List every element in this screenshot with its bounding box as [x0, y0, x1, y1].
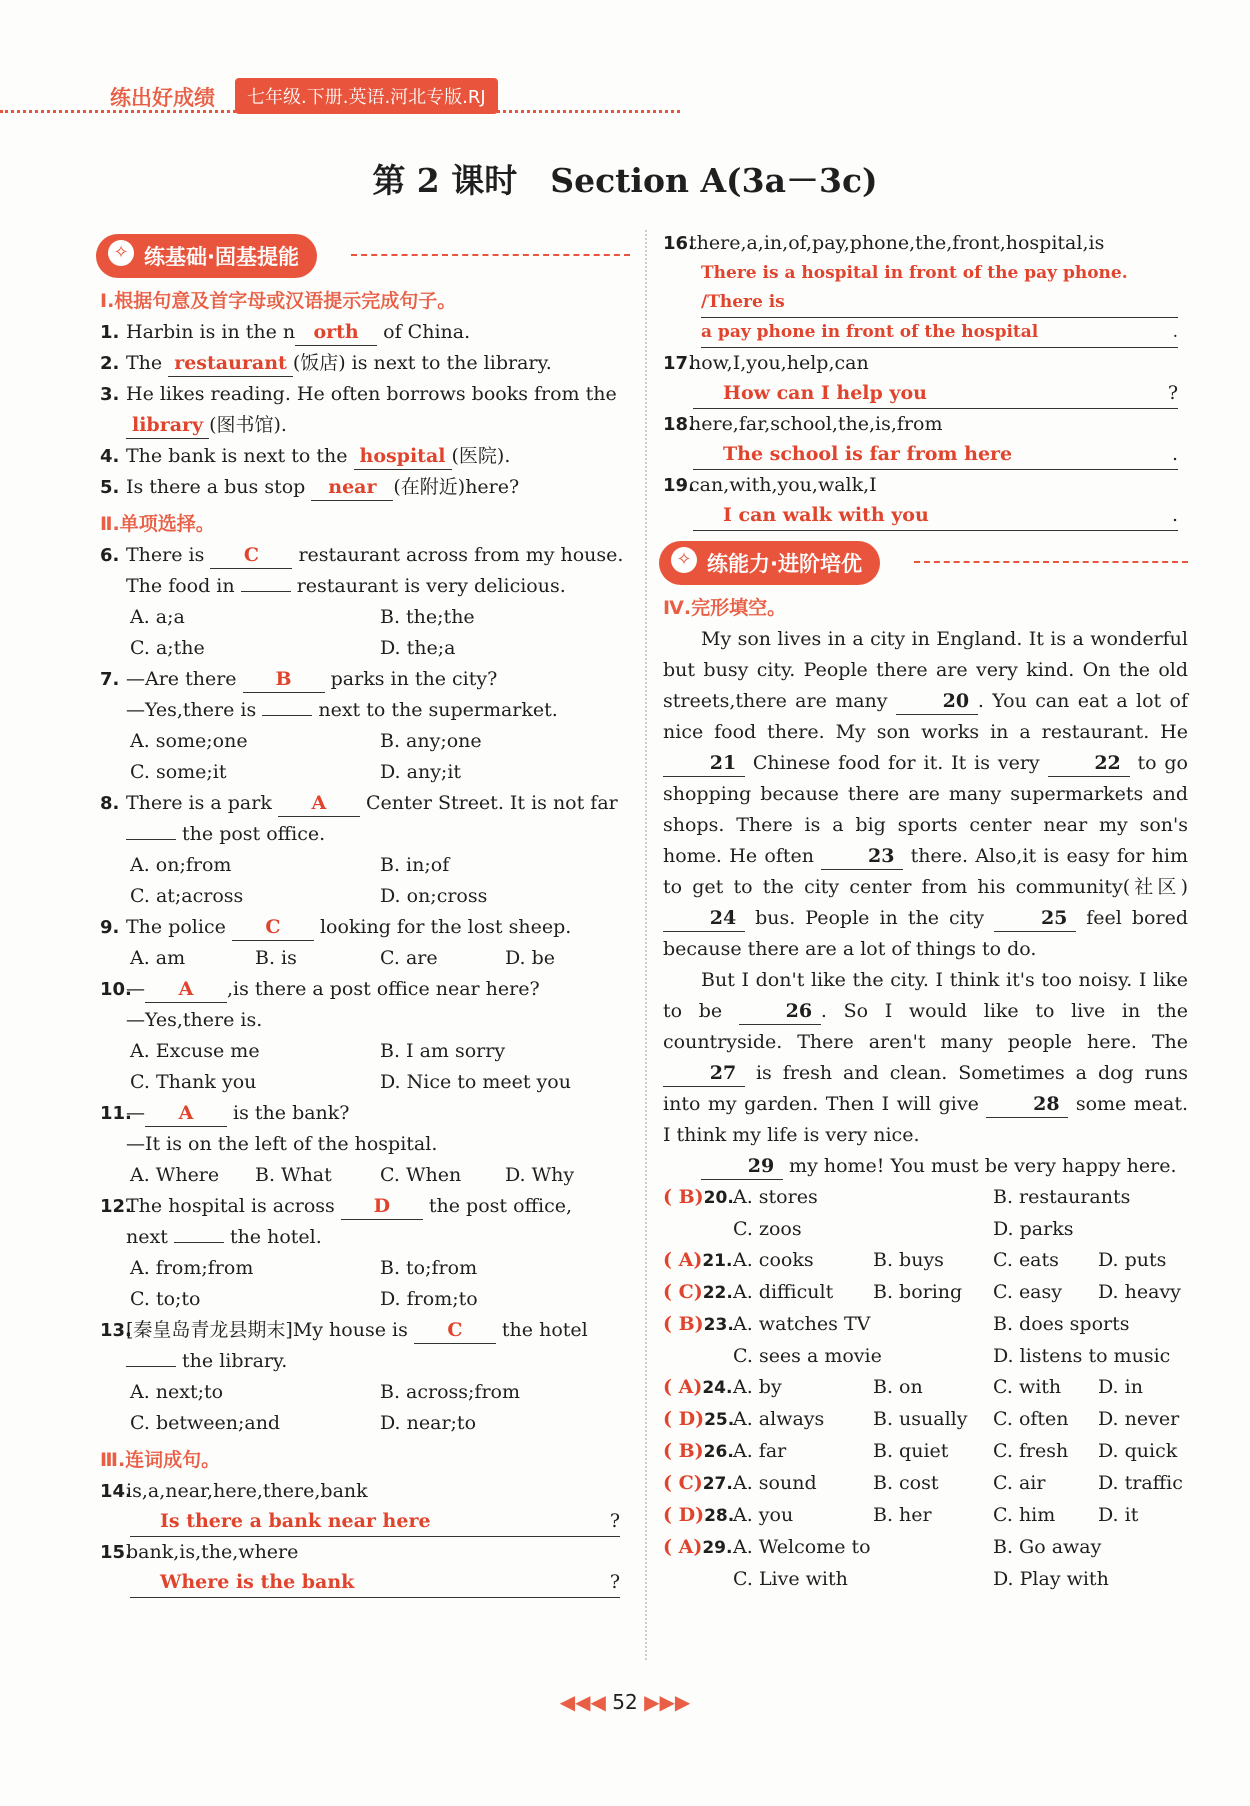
- choice-row: [663, 1309, 1188, 1372]
- end-punct: ?: [609, 1571, 620, 1593]
- word-list: bank,is,the,where: [126, 1541, 299, 1563]
- answer: C: [210, 543, 292, 569]
- option: C. often: [993, 1408, 1069, 1430]
- answer: Where is the bank: [160, 1571, 355, 1593]
- options: [100, 850, 630, 912]
- choice-row: [663, 1404, 1188, 1436]
- answer: library: [126, 413, 209, 439]
- option: C. eats: [993, 1249, 1059, 1271]
- cloze-text: But I don't like the city. I think it's too noisy. I like to be: [663, 969, 1188, 1022]
- option: A. difficult: [733, 1281, 834, 1303]
- choice-number: 27.: [702, 1474, 733, 1494]
- options: [100, 943, 630, 974]
- choice-number: 25.: [704, 1410, 735, 1430]
- option: D. Why: [505, 1164, 575, 1186]
- question-text: the post office,: [428, 1195, 573, 1217]
- question-text: He likes reading. He often borrows books from the: [126, 383, 617, 405]
- option: B. restaurants: [993, 1186, 1131, 1208]
- choice-row: [663, 1468, 1188, 1500]
- cloze-text: feel bored because there are a lot of things to do.: [663, 907, 1188, 960]
- question-text: the post office.: [182, 823, 326, 845]
- choice-key: ( A): [663, 1376, 703, 1398]
- choice-head: [663, 1372, 733, 1404]
- choice-key: ( B): [663, 1440, 704, 1462]
- choice-head: [663, 1277, 733, 1309]
- option: A. a;a: [130, 606, 185, 628]
- option: D. listens to music: [993, 1345, 1171, 1367]
- question-12: [100, 1191, 630, 1253]
- answer: The school is far from here: [723, 443, 1013, 465]
- question-number: 8.: [100, 793, 120, 814]
- answer: orth: [295, 320, 377, 346]
- option: D. never: [1098, 1408, 1180, 1430]
- cloze-text: is fresh and clean. Sometimes a dog runs into my garden. Then I will give: [663, 1062, 1188, 1115]
- question-number: 15.: [100, 1542, 132, 1563]
- cloze-text: some meat. I think my life is very nice.: [663, 1093, 1188, 1146]
- option: D. traffic: [1098, 1472, 1183, 1494]
- option: D. heavy: [1098, 1281, 1181, 1303]
- choice-key: ( C): [663, 1281, 703, 1303]
- question-text: (图书馆).: [209, 414, 287, 436]
- end-punct: ?: [1167, 382, 1178, 404]
- options: [100, 1253, 630, 1315]
- choice-number: 28.: [704, 1506, 735, 1526]
- question-11: [100, 1098, 630, 1160]
- cloze-text: there. Also,it is easy for him to get to the city center from his community(社区): [663, 845, 1188, 898]
- option: D. the;a: [380, 637, 456, 659]
- question-text: next to the supermarket.: [318, 699, 558, 721]
- option: B. usually: [873, 1408, 968, 1430]
- question-text: restaurant across from my house. The food in: [126, 544, 624, 597]
- end-punct: .: [1172, 322, 1178, 342]
- answer: C: [414, 1318, 496, 1344]
- next-arrows-icon: ▶▶▶: [644, 1690, 691, 1714]
- question-text: parks in the city?: [330, 668, 498, 690]
- cloze-paragraph: [663, 1151, 1188, 1182]
- question-text: the library.: [182, 1350, 288, 1372]
- section-heading: Ⅲ.连词成句。: [100, 1449, 221, 1471]
- answer-line: [693, 440, 1178, 470]
- option: C. Thank you: [130, 1071, 257, 1093]
- option: D. Play with: [993, 1568, 1109, 1590]
- question-text: —Are there: [126, 668, 237, 690]
- question-text: Center Street. It is not far: [365, 792, 618, 814]
- option: B. boring: [873, 1281, 963, 1303]
- option: B. buys: [873, 1249, 944, 1271]
- question-17: [663, 348, 1188, 379]
- question-number: 5.: [100, 477, 120, 498]
- option: D. quick: [1098, 1440, 1178, 1462]
- question-text: restaurant is very delicious.: [296, 575, 566, 597]
- question-text: —It is on the left of the hospital.: [126, 1133, 438, 1155]
- choice-head: [663, 1182, 733, 1214]
- question-number: 4.: [100, 446, 120, 467]
- choice-head: [663, 1532, 733, 1564]
- question-text: There is: [126, 544, 205, 566]
- choice-key: ( A): [663, 1536, 703, 1558]
- banner-label: 练能力·进阶培优: [707, 552, 862, 576]
- option: A. by: [733, 1376, 782, 1398]
- cloze-text: My son lives in a city in England. It is a wonderful but busy city. People there are very kind. On the old streets,there are many: [663, 628, 1188, 712]
- option: A. Excuse me: [130, 1040, 260, 1062]
- banner-label: 练基础·固基提能: [144, 245, 299, 269]
- cloze-blank: 27: [663, 1061, 745, 1087]
- answer: B: [243, 667, 325, 693]
- answer-line: [701, 318, 1178, 348]
- question-number: 7.: [100, 669, 120, 690]
- section-heading: Ⅳ.完形填空。: [663, 597, 787, 619]
- question-number: 16.: [663, 233, 695, 254]
- option: C. between;and: [130, 1412, 281, 1434]
- cloze-text: . So I would like to live in the countryside. There aren't many people here. The: [663, 1000, 1188, 1053]
- header-divider: [0, 110, 680, 113]
- choice-head: [663, 1436, 733, 1468]
- option: B. her: [873, 1504, 932, 1526]
- choice-row: [663, 1500, 1188, 1532]
- option: D. any;it: [380, 761, 462, 783]
- option: C. fresh: [993, 1440, 1069, 1462]
- cloze-blank: 26: [739, 999, 821, 1025]
- book-tag: 七年级.下册.英语.河北专版.RJ: [235, 78, 498, 114]
- question-text: Harbin is in the n: [126, 321, 296, 343]
- option: A. watches TV: [733, 1313, 871, 1335]
- answer-line: [693, 379, 1178, 409]
- question-text: —: [126, 978, 145, 1000]
- question-15: [100, 1537, 630, 1568]
- section-heading: Ⅱ.单项选择。: [100, 513, 215, 535]
- option: B. Go away: [993, 1536, 1102, 1558]
- answer: a pay phone in front of the hospital: [701, 322, 1039, 342]
- prev-arrows-icon: ◀◀◀: [559, 1690, 606, 1714]
- question-text: The police: [126, 916, 226, 938]
- cloze-blank: 28: [986, 1092, 1068, 1118]
- option: C. some;it: [130, 761, 227, 783]
- question-2: [100, 348, 630, 379]
- choice-row: [663, 1532, 1188, 1595]
- answer: A: [278, 791, 360, 817]
- runner-icon: ✧: [671, 547, 697, 573]
- question-3: [100, 379, 630, 441]
- section-banner: [659, 539, 1188, 583]
- option: B. cost: [873, 1472, 939, 1494]
- cloze-paragraph: [663, 965, 1188, 1151]
- choice-key: ( A): [663, 1249, 703, 1271]
- option: A. some;one: [130, 730, 248, 752]
- question-number: 11.: [100, 1103, 132, 1124]
- end-punct: .: [1171, 443, 1178, 465]
- question-text: the hotel.: [229, 1226, 322, 1248]
- question-8: [100, 788, 630, 850]
- question-text: [秦皇岛青龙县期末]My house is: [126, 1319, 408, 1341]
- question-number: 12.: [100, 1196, 132, 1217]
- option: A. on;from: [130, 854, 232, 876]
- option: D. on;cross: [380, 885, 488, 907]
- word-list: how,I,you,help,can: [689, 352, 869, 374]
- question-text: The hospital is across: [126, 1195, 335, 1217]
- question-text: ,is there a post office near here?: [227, 978, 540, 1000]
- page-footer: [0, 1690, 1250, 1714]
- option: D. puts: [1098, 1249, 1167, 1271]
- choice-number: 26.: [703, 1442, 734, 1462]
- cloze-blank: 24: [663, 906, 745, 932]
- option: B. in;of: [380, 854, 450, 876]
- option: B. quiet: [873, 1440, 949, 1462]
- cloze-blank: 25: [994, 906, 1076, 932]
- cloze-text: my home! You must be very happy here.: [789, 1155, 1177, 1177]
- choice-row: [663, 1277, 1188, 1309]
- question-number: 6.: [100, 545, 120, 566]
- question-text: Is there a bus stop: [126, 476, 306, 498]
- question-number: 2.: [100, 353, 120, 374]
- choice-row: [663, 1245, 1188, 1277]
- choice-number: 23.: [703, 1315, 734, 1335]
- word-list: here,far,school,the,is,from: [689, 413, 943, 435]
- question-9: [100, 912, 630, 943]
- question-number: 18.: [663, 414, 695, 435]
- answer: A: [145, 977, 227, 1003]
- answer-line: [693, 501, 1178, 531]
- section-banner: [96, 232, 630, 276]
- question-13: [100, 1315, 630, 1377]
- question-5: [100, 472, 630, 503]
- option: A. next;to: [130, 1381, 224, 1403]
- option: B. to;from: [380, 1257, 478, 1279]
- answer: near: [311, 475, 393, 501]
- option: B. any;one: [380, 730, 482, 752]
- option: C. Live with: [733, 1568, 848, 1590]
- question-number: 14.: [100, 1481, 132, 1502]
- left-column: [100, 228, 630, 1598]
- option: A. far: [733, 1440, 787, 1462]
- column-divider: [645, 230, 647, 1660]
- option: C. a;the: [130, 637, 205, 659]
- choice-key: ( D): [663, 1504, 705, 1526]
- question-number: 1.: [100, 322, 120, 343]
- option: D. near;to: [380, 1412, 477, 1434]
- option: D. in: [1098, 1376, 1143, 1398]
- question-text: the hotel: [501, 1319, 588, 1341]
- question-7: [100, 664, 630, 726]
- cloze-text: Chinese food for it. It is very: [752, 752, 1040, 774]
- question-16: [663, 228, 1188, 259]
- page-title: 第 2 课时 Section A(3a－3c): [372, 161, 878, 200]
- page-number: 52: [612, 1690, 638, 1714]
- option: B. the;the: [380, 606, 475, 628]
- answer: restaurant: [168, 351, 293, 377]
- question-number: 9.: [100, 917, 120, 938]
- question-number: 10.: [100, 979, 132, 1000]
- choice-row: [663, 1436, 1188, 1468]
- question-text: (在附近)here?: [393, 476, 520, 498]
- options: [100, 1036, 630, 1098]
- question-6: [100, 540, 630, 602]
- choice-head: [663, 1309, 733, 1341]
- cloze-choices: [663, 1182, 1188, 1595]
- cloze-paragraph: [663, 624, 1188, 965]
- choice-key: ( B): [663, 1186, 704, 1208]
- choice-head: [663, 1468, 733, 1500]
- question-19: [663, 470, 1188, 501]
- question-text: (饭店) is next to the library.: [292, 352, 552, 374]
- cloze-blank: 23: [821, 844, 903, 870]
- option: B. is: [255, 947, 297, 969]
- question-text: The: [126, 352, 163, 374]
- option: A. sound: [733, 1472, 817, 1494]
- option: A. stores: [733, 1186, 818, 1208]
- end-punct: ?: [609, 1510, 620, 1532]
- options: [100, 602, 630, 664]
- choice-key: ( D): [663, 1408, 705, 1430]
- question-4: [100, 441, 630, 472]
- question-text: —: [126, 1102, 145, 1124]
- answer-line: [130, 1568, 620, 1598]
- option: B. I am sorry: [380, 1040, 506, 1062]
- choice-number: 24.: [702, 1378, 733, 1398]
- word-list: is,a,near,here,there,bank: [126, 1480, 368, 1502]
- answer: There is a hospital in front of the pay phone. /There is: [701, 263, 1128, 312]
- question-10: [100, 974, 630, 1036]
- option: C. him: [993, 1504, 1056, 1526]
- cloze-text: to go shopping because there are many supermarkets and shops. There is a big sports center near my son's home. He often: [663, 752, 1188, 867]
- answer: Is there a bank near here: [160, 1510, 431, 1532]
- question-number: 19.: [663, 475, 695, 496]
- question-text: of China.: [383, 321, 471, 343]
- option: C. at;across: [130, 885, 244, 907]
- cloze-blank: 29: [701, 1154, 783, 1180]
- runner-icon: ✧: [108, 240, 134, 266]
- option: C. sees a movie: [733, 1345, 882, 1367]
- choice-head: [663, 1404, 733, 1436]
- choice-number: 21.: [702, 1251, 733, 1271]
- option: B. does sports: [993, 1313, 1130, 1335]
- question-number: 3.: [100, 384, 120, 405]
- option: A. am: [130, 947, 186, 969]
- option: C. to;to: [130, 1288, 201, 1310]
- choice-number: 20.: [703, 1188, 734, 1208]
- answer: D: [341, 1194, 423, 1220]
- question-text: —Yes,there is: [126, 699, 257, 721]
- option: D. from;to: [380, 1288, 478, 1310]
- option: A. cooks: [733, 1249, 814, 1271]
- option: D. it: [1098, 1504, 1139, 1526]
- question-text: looking for the lost sheep.: [319, 916, 572, 938]
- question-1: [100, 317, 630, 348]
- option: C. air: [993, 1472, 1046, 1494]
- choice-head: [663, 1500, 733, 1532]
- cloze-text: bus. People in the city: [755, 907, 985, 929]
- answer-line: [130, 1507, 620, 1537]
- answer: I can walk with you: [723, 504, 929, 526]
- option: C. When: [380, 1164, 462, 1186]
- question-text: next: [126, 1226, 168, 1248]
- section-heading: Ⅰ.根据句意及首字母或汉语提示完成句子。: [100, 290, 457, 312]
- question-text: is the bank?: [233, 1102, 350, 1124]
- choice-key: ( B): [663, 1313, 704, 1335]
- option: A. Where: [130, 1164, 220, 1186]
- question-text: There is a park: [126, 792, 272, 814]
- option: C. with: [993, 1376, 1062, 1398]
- word-list: there,a,in,of,pay,phone,the,front,hospital,is: [689, 232, 1105, 254]
- answer: How can I help you: [723, 382, 927, 404]
- options: [100, 726, 630, 788]
- question-number: 17.: [663, 353, 695, 374]
- option: B. on: [873, 1376, 923, 1398]
- word-list: can,with,you,walk,I: [689, 474, 877, 496]
- choice-key: ( C): [663, 1472, 703, 1494]
- choice-number: 22.: [702, 1283, 733, 1303]
- cloze-blank: 21: [663, 751, 745, 777]
- option: D. parks: [993, 1218, 1074, 1240]
- choice-row: [663, 1182, 1188, 1245]
- question-text: The bank is next to the: [126, 445, 348, 467]
- choice-head: [663, 1245, 733, 1277]
- brand-label: 练出好成绩: [110, 86, 215, 110]
- answer: C: [232, 915, 314, 941]
- question-number: 13.: [100, 1320, 132, 1341]
- end-punct: .: [1171, 504, 1178, 526]
- question-text: —Yes,there is.: [126, 1009, 263, 1031]
- option: C. are: [380, 947, 438, 969]
- option: B. What: [255, 1164, 332, 1186]
- option: D. Nice to meet you: [380, 1071, 571, 1093]
- option: C. zoos: [733, 1218, 802, 1240]
- question-18: [663, 409, 1188, 440]
- cloze-blank: 20: [896, 689, 978, 715]
- option: A. from;from: [130, 1257, 254, 1279]
- option: A. always: [733, 1408, 825, 1430]
- choice-row: [663, 1372, 1188, 1404]
- options: [100, 1160, 630, 1191]
- option: B. across;from: [380, 1381, 521, 1403]
- option: D. be: [505, 947, 556, 969]
- question-14: [100, 1476, 630, 1507]
- question-text: (医院).: [451, 445, 511, 467]
- answer: hospital: [354, 444, 452, 470]
- right-column: [663, 228, 1188, 1595]
- cloze-blank: 22: [1048, 751, 1130, 777]
- choice-number: 29.: [702, 1538, 733, 1558]
- cloze-text: . You can eat a lot of nice food there. My son works in a restaurant. He: [663, 690, 1188, 743]
- option: C. easy: [993, 1281, 1062, 1303]
- answer-line: [701, 259, 1178, 318]
- options: [100, 1377, 630, 1439]
- option: A. Welcome to: [733, 1536, 871, 1558]
- option: A. you: [733, 1504, 794, 1526]
- answer: A: [145, 1101, 227, 1127]
